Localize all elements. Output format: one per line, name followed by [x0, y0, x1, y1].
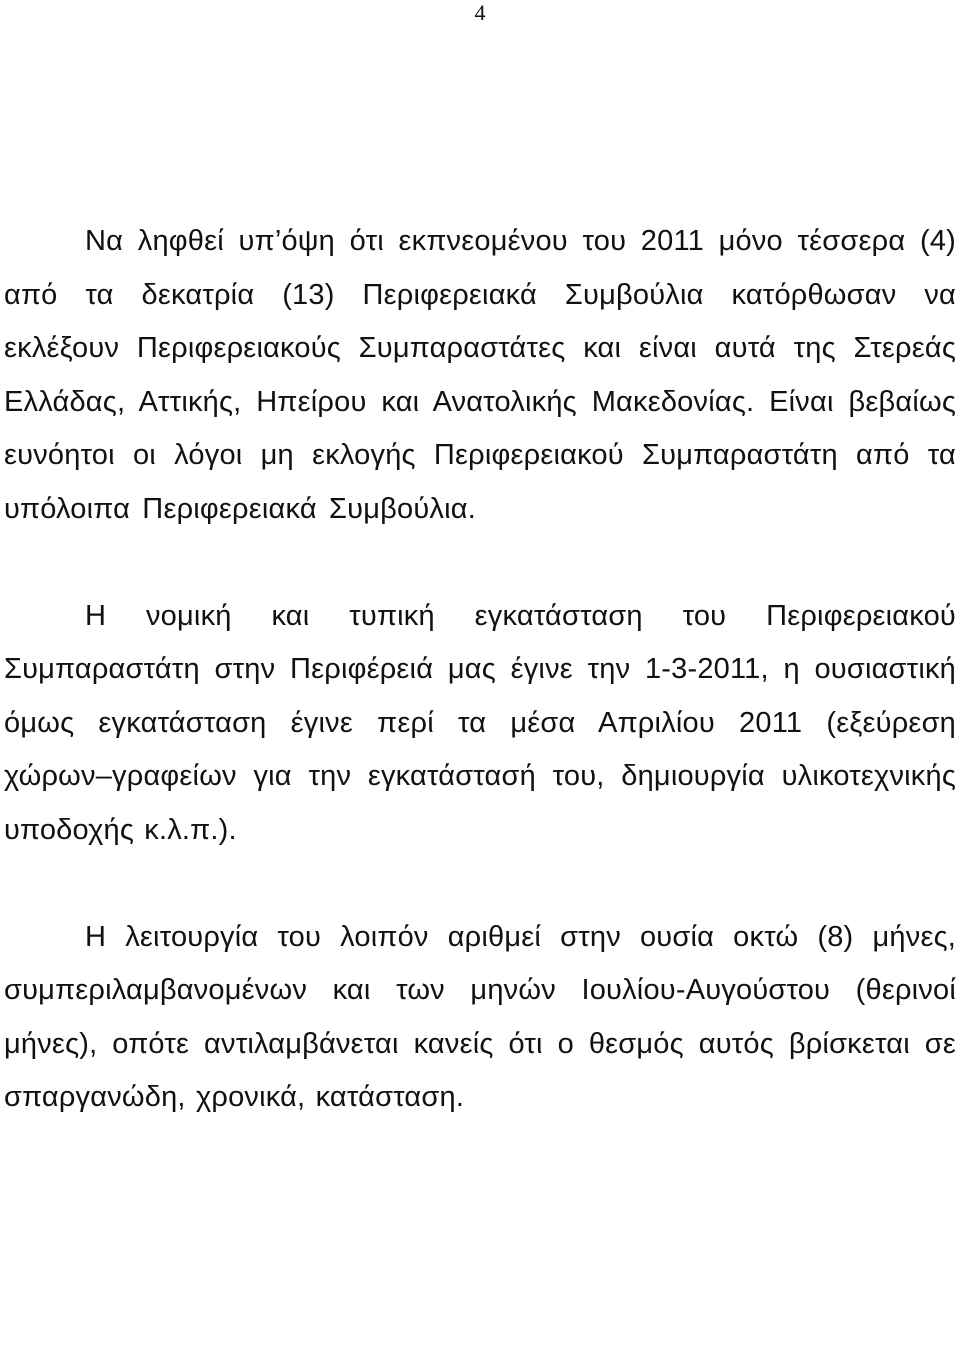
paragraph-installation: Η νομική και τυπική εγκατάσταση του Περιφερειακού Συμπαραστάτη στην Περιφέρειά μας έγινε την 1-3-2011, η ουσιαστική όμως εγκατάσταση έγινε περί τα μέσα Απριλίου 2011 (εξεύρεση χώρων–γραφείων για την εγκατάστασή του, δημιουργία υλικοτεχνικής υποδοχής κ.λ.π.).	[4, 599, 956, 846]
paragraph-operation-duration: Η λειτουργία του λοιπόν αριθμεί στην ουσία οκτώ (8) μήνες, συμπεριλαμβανομένων και των μηνών Ιουλίου-Αυγούστου (θερινοί μήνες), οπότε αντιλαμβάνεται κανείς ότι ο θεσμός αυτός βρίσκεται σε σπαργανώδη, χρονικά, κατάσταση.	[4, 920, 956, 1113]
paragraph-regional-councils: Να ληφθεί υπ’όψη ότι εκπνεομένου του 2011 μόνο τέσσερα (4) από τα δεκατρία (13) Περιφερειακά Συμβούλια κατόρθωσαν να εκλέξουν Περιφερειακούς Συμπαραστάτες και είναι αυτά της Στερεάς Ελλάδας, Αττικής, Ηπείρου και Ανατολικής Μακεδονίας. Είναι βεβαίως ευνόητοι οι λόγοι μη εκλογής Περιφερειακού Συμπαραστάτη από τα υπόλοιπα Περιφερειακά Συμβούλια.	[4, 225, 956, 525]
document-body	[4, 215, 956, 1178]
page-number: 4	[474, 0, 486, 25]
